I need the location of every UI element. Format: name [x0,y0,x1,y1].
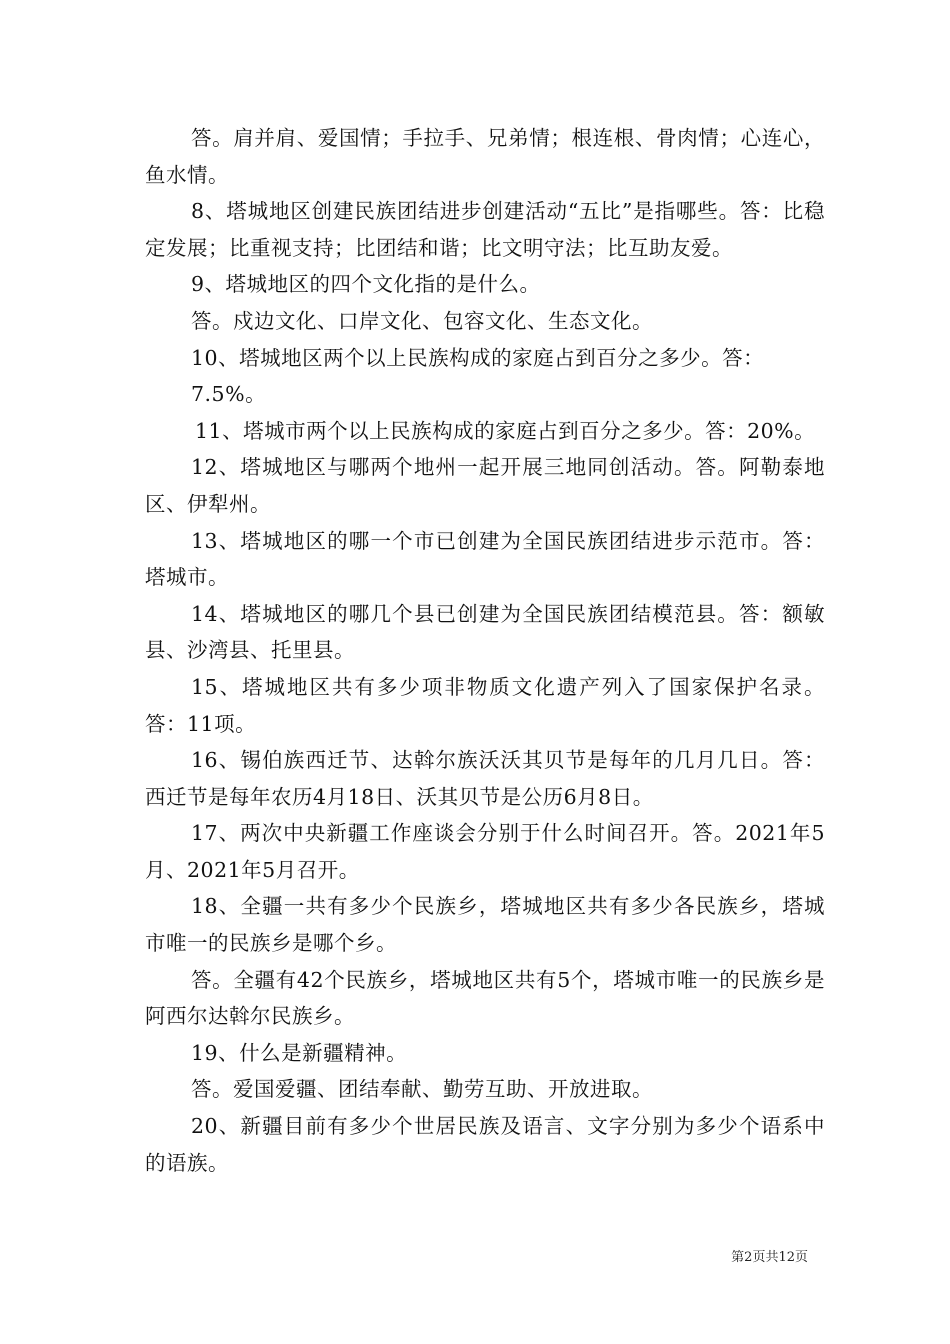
paragraph-question-17: 17、两次中央新疆工作座谈会分别于什么时间召开。答。2021年5月、2021年5月召开。 [145,821,825,882]
paragraph-question-19: 19、什么是新疆精神。 [191,1040,408,1065]
paragraph-question-16: 16、锡伯族西迁节、达斡尔族沃沃其贝节是每年的几月几日。答：西迁节是每年农历4月18日、沃其贝节是公历6月8日。 [145,748,825,809]
paragraph-question-11: 11、塔城市两个以上民族构成的家庭占到百分之多少。答：20%。 [195,418,816,443]
paragraph-question-8: 8、塔城地区创建民族团结进步创建活动“五比”是指哪些。答：比稳定发展；比重视支持；比团结和谐；比文明守法；比互助友爱。 [145,199,825,260]
paragraph-question-12: 12、塔城地区与哪两个地州一起开展三地同创活动。答。阿勒泰地区、伊犁州。 [145,455,825,516]
paragraph-answer-18: 答。全疆有42个民族乡，塔城地区共有5个，塔城市唯一的民族乡是阿西尔达斡尔民族乡。 [145,967,825,1029]
paragraph-question-15: 15、塔城地区共有多少项非物质文化遗产列入了国家保护名录。答：11项。 [145,674,825,736]
page-number-footer: 第2页共12页 [731,1250,808,1265]
paragraph-question-13: 13、塔城地区的哪一个市已创建为全国民族团结进步示范市。答：塔城市。 [145,528,825,590]
paragraph-question-9: 9、塔城地区的四个文化指的是什么。 [191,272,541,297]
document-body [145,120,825,1181]
paragraph-question-20: 20、新疆目前有多少个世居民族及语言、文字分别为多少个语系中的语族。 [145,1114,825,1175]
paragraph-answer-19: 答。爱国爱疆、团结奉献、勤劳互助、开放进取。 [191,1077,653,1102]
paragraph-question-10: 10、塔城地区两个以上民族构成的家庭占到百分之多少。答： [191,345,765,370]
paragraph-answer-9: 答。戍边文化、口岸文化、包容文化、生态文化。 [191,308,653,333]
paragraph-answer-10: 7.5%。 [191,382,267,407]
paragraph-question-14: 14、塔城地区的哪几个县已创建为全国民族团结模范县。答：额敏县、沙湾县、托里县。 [145,601,825,663]
paragraph-question-18: 18、全疆一共有多少个民族乡，塔城地区共有多少各民族乡，塔城市唯一的民族乡是哪个乡。 [145,894,825,956]
paragraph-answer-7: 答。肩并肩、爱国情；手拉手、兄弟情；根连根、骨肉情；心连心，鱼水情。 [145,126,825,187]
